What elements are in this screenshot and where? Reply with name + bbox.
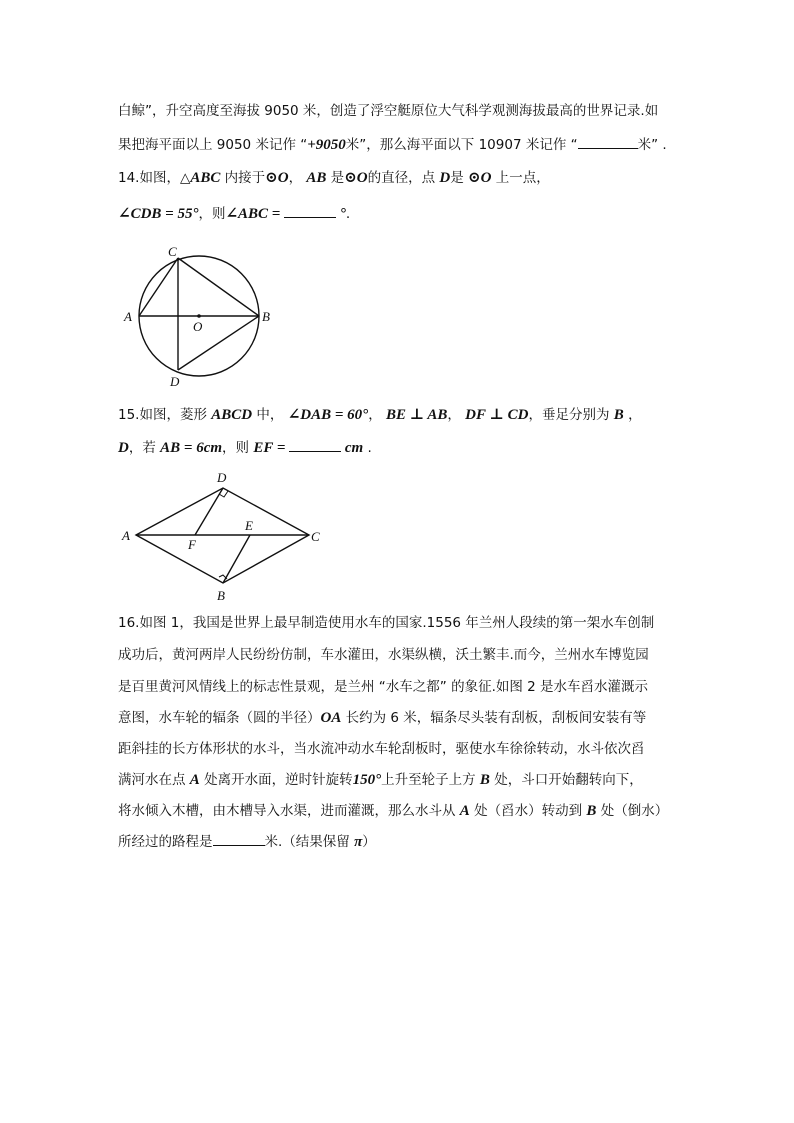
text-line bbox=[118, 168, 550, 188]
text-segment: ） bbox=[362, 834, 376, 850]
text-segment: 处，斗口开始翻转向下， bbox=[489, 772, 643, 788]
text-segment: 处（倒水） bbox=[596, 803, 669, 819]
math-expression: cm bbox=[341, 440, 364, 456]
text-segment: ， bbox=[288, 170, 307, 186]
text-segment: 内接于 bbox=[220, 170, 266, 186]
math-expression: BE ⊥ AB bbox=[385, 407, 448, 423]
math-expression: ° bbox=[336, 206, 346, 222]
text-segment: 处（舀水）转动到 bbox=[469, 803, 587, 819]
math-expression: +9050 bbox=[307, 137, 346, 153]
label-c: C bbox=[311, 529, 320, 544]
segment-be bbox=[223, 535, 250, 583]
answer-blank bbox=[284, 203, 336, 218]
text-segment: . bbox=[345, 206, 351, 222]
text-line bbox=[118, 708, 646, 728]
text-segment: 米.（结果保留 bbox=[264, 834, 355, 850]
math-expression: ∠DAB = 60° bbox=[287, 407, 369, 423]
math-expression: ABCD bbox=[211, 407, 253, 423]
text-line bbox=[118, 203, 350, 224]
text-line bbox=[118, 101, 658, 121]
math-expression: ⊙O bbox=[265, 170, 289, 186]
math-expression: ⊙O bbox=[344, 170, 368, 186]
label-f: F bbox=[188, 537, 196, 552]
math-expression: A bbox=[459, 803, 470, 819]
math-expression: AB bbox=[306, 170, 327, 186]
text-line bbox=[118, 134, 667, 155]
text-segment: 是 bbox=[450, 170, 469, 186]
math-expression: B bbox=[586, 803, 597, 819]
text-segment: 14.如图，△ bbox=[118, 170, 191, 186]
text-segment: 处离开水面，逆时针旋转 bbox=[199, 772, 353, 788]
text-segment: ，则 bbox=[198, 206, 226, 222]
text-segment: 将水倾入木槽，由木槽导入水渠，进而灌溉，那么水斗从 bbox=[118, 803, 460, 819]
text-segment: 米”，那么海平面以下 10907 米记作 “ bbox=[345, 137, 578, 153]
text-line bbox=[118, 613, 654, 633]
math-expression: DF ⊥ CD bbox=[465, 407, 529, 423]
label-e: E bbox=[245, 518, 253, 533]
text-segment: ， bbox=[368, 407, 386, 423]
text-segment: 果把海平面以上 9050 米记作 “ bbox=[118, 137, 308, 153]
label-b: B bbox=[217, 588, 225, 603]
math-expression: ⊙O bbox=[468, 170, 492, 186]
text-segment: 米” . bbox=[637, 137, 667, 153]
segment-cb bbox=[178, 258, 259, 316]
math-expression: B bbox=[613, 407, 624, 423]
math-expression: AB = 6cm bbox=[160, 440, 223, 456]
text-segment: 意图，水车轮的辐条（圆的半径） bbox=[118, 710, 321, 726]
label-a: A bbox=[124, 309, 132, 324]
label-o: O bbox=[193, 319, 203, 334]
answer-blank bbox=[289, 437, 341, 452]
text-segment: ，垂足分别为 bbox=[528, 407, 614, 423]
circle-o bbox=[139, 256, 259, 376]
text-line bbox=[118, 801, 668, 821]
segment-ac bbox=[139, 258, 178, 316]
math-expression: ∠CDB = 55° bbox=[118, 206, 199, 222]
text-segment: 成功后，黄河两岸人民纷纷仿制，车水灌田，水渠纵横，沃土繁丰.而今，兰州水车博览园 bbox=[118, 647, 649, 663]
center-point-o bbox=[197, 314, 201, 318]
text-segment: 白鲸”，升空高度至海拔 9050 米，创造了浮空艇原位大气科学观测海拔最高的世界记录.如 bbox=[118, 103, 659, 119]
segment-df bbox=[195, 488, 223, 535]
text-segment: ，若 bbox=[128, 440, 161, 456]
math-expression: OA bbox=[320, 710, 342, 726]
text-segment: . bbox=[363, 440, 372, 456]
math-expression: EF = bbox=[253, 440, 290, 456]
text-line bbox=[118, 770, 643, 790]
text-line bbox=[118, 645, 649, 665]
math-expression: D bbox=[439, 170, 451, 186]
text-line bbox=[118, 831, 376, 852]
text-segment: 的直径，点 bbox=[367, 170, 440, 186]
text-segment: 长约为 6 米，辐条尽头装有刮板，刮板间安装有等 bbox=[341, 710, 647, 726]
text-segment: ， bbox=[623, 407, 642, 423]
math-expression: ∠ABC = bbox=[225, 206, 285, 222]
math-expression: A bbox=[189, 772, 200, 788]
label-b: B bbox=[262, 309, 270, 324]
text-line bbox=[118, 739, 645, 759]
right-angle-mark-b bbox=[219, 575, 227, 579]
label-a: A bbox=[122, 528, 130, 543]
right-angle-mark-d bbox=[219, 491, 228, 497]
label-c: C bbox=[168, 244, 177, 259]
text-segment: 是百里黄河风情线上的标志性景观，是兰州 “水车之都” 的象征.如图 2 是水车舀水灌溉示 bbox=[118, 679, 649, 695]
text-segment: 满河水在点 bbox=[118, 772, 190, 788]
text-line bbox=[118, 677, 648, 697]
text-segment: 16.如图 1，我国是世界上最早制造使用水车的国家.1556 年兰州人段续的第一架水车创制 bbox=[118, 615, 655, 631]
text-segment: ， bbox=[447, 407, 466, 423]
text-line bbox=[118, 437, 372, 458]
math-expression: π bbox=[354, 834, 363, 850]
text-line bbox=[118, 405, 642, 425]
text-segment: 距斜挂的长方体形状的水斗，当水流冲动水车轮刮板时，驱使水车徐徐转动，水斗依次舀 bbox=[118, 741, 645, 757]
label-d: D bbox=[217, 470, 227, 485]
answer-blank bbox=[213, 831, 265, 846]
math-expression: B bbox=[479, 772, 490, 788]
segment-db bbox=[178, 316, 259, 370]
text-segment: ，则 bbox=[222, 440, 254, 456]
text-segment: 15.如图，菱形 bbox=[118, 407, 212, 423]
text-segment: 上升至轮子上方 bbox=[381, 772, 480, 788]
math-expression: ABC bbox=[190, 170, 221, 186]
text-segment: 中， bbox=[252, 407, 288, 423]
math-expression: D bbox=[118, 440, 129, 456]
text-segment: 是 bbox=[326, 170, 345, 186]
text-segment: 所经过的路程是 bbox=[118, 834, 213, 850]
rhombus-abcd bbox=[136, 488, 309, 583]
math-expression: 150° bbox=[352, 772, 382, 788]
answer-blank bbox=[578, 134, 638, 149]
text-segment: 上一点， bbox=[491, 170, 550, 186]
label-d: D bbox=[170, 374, 180, 389]
